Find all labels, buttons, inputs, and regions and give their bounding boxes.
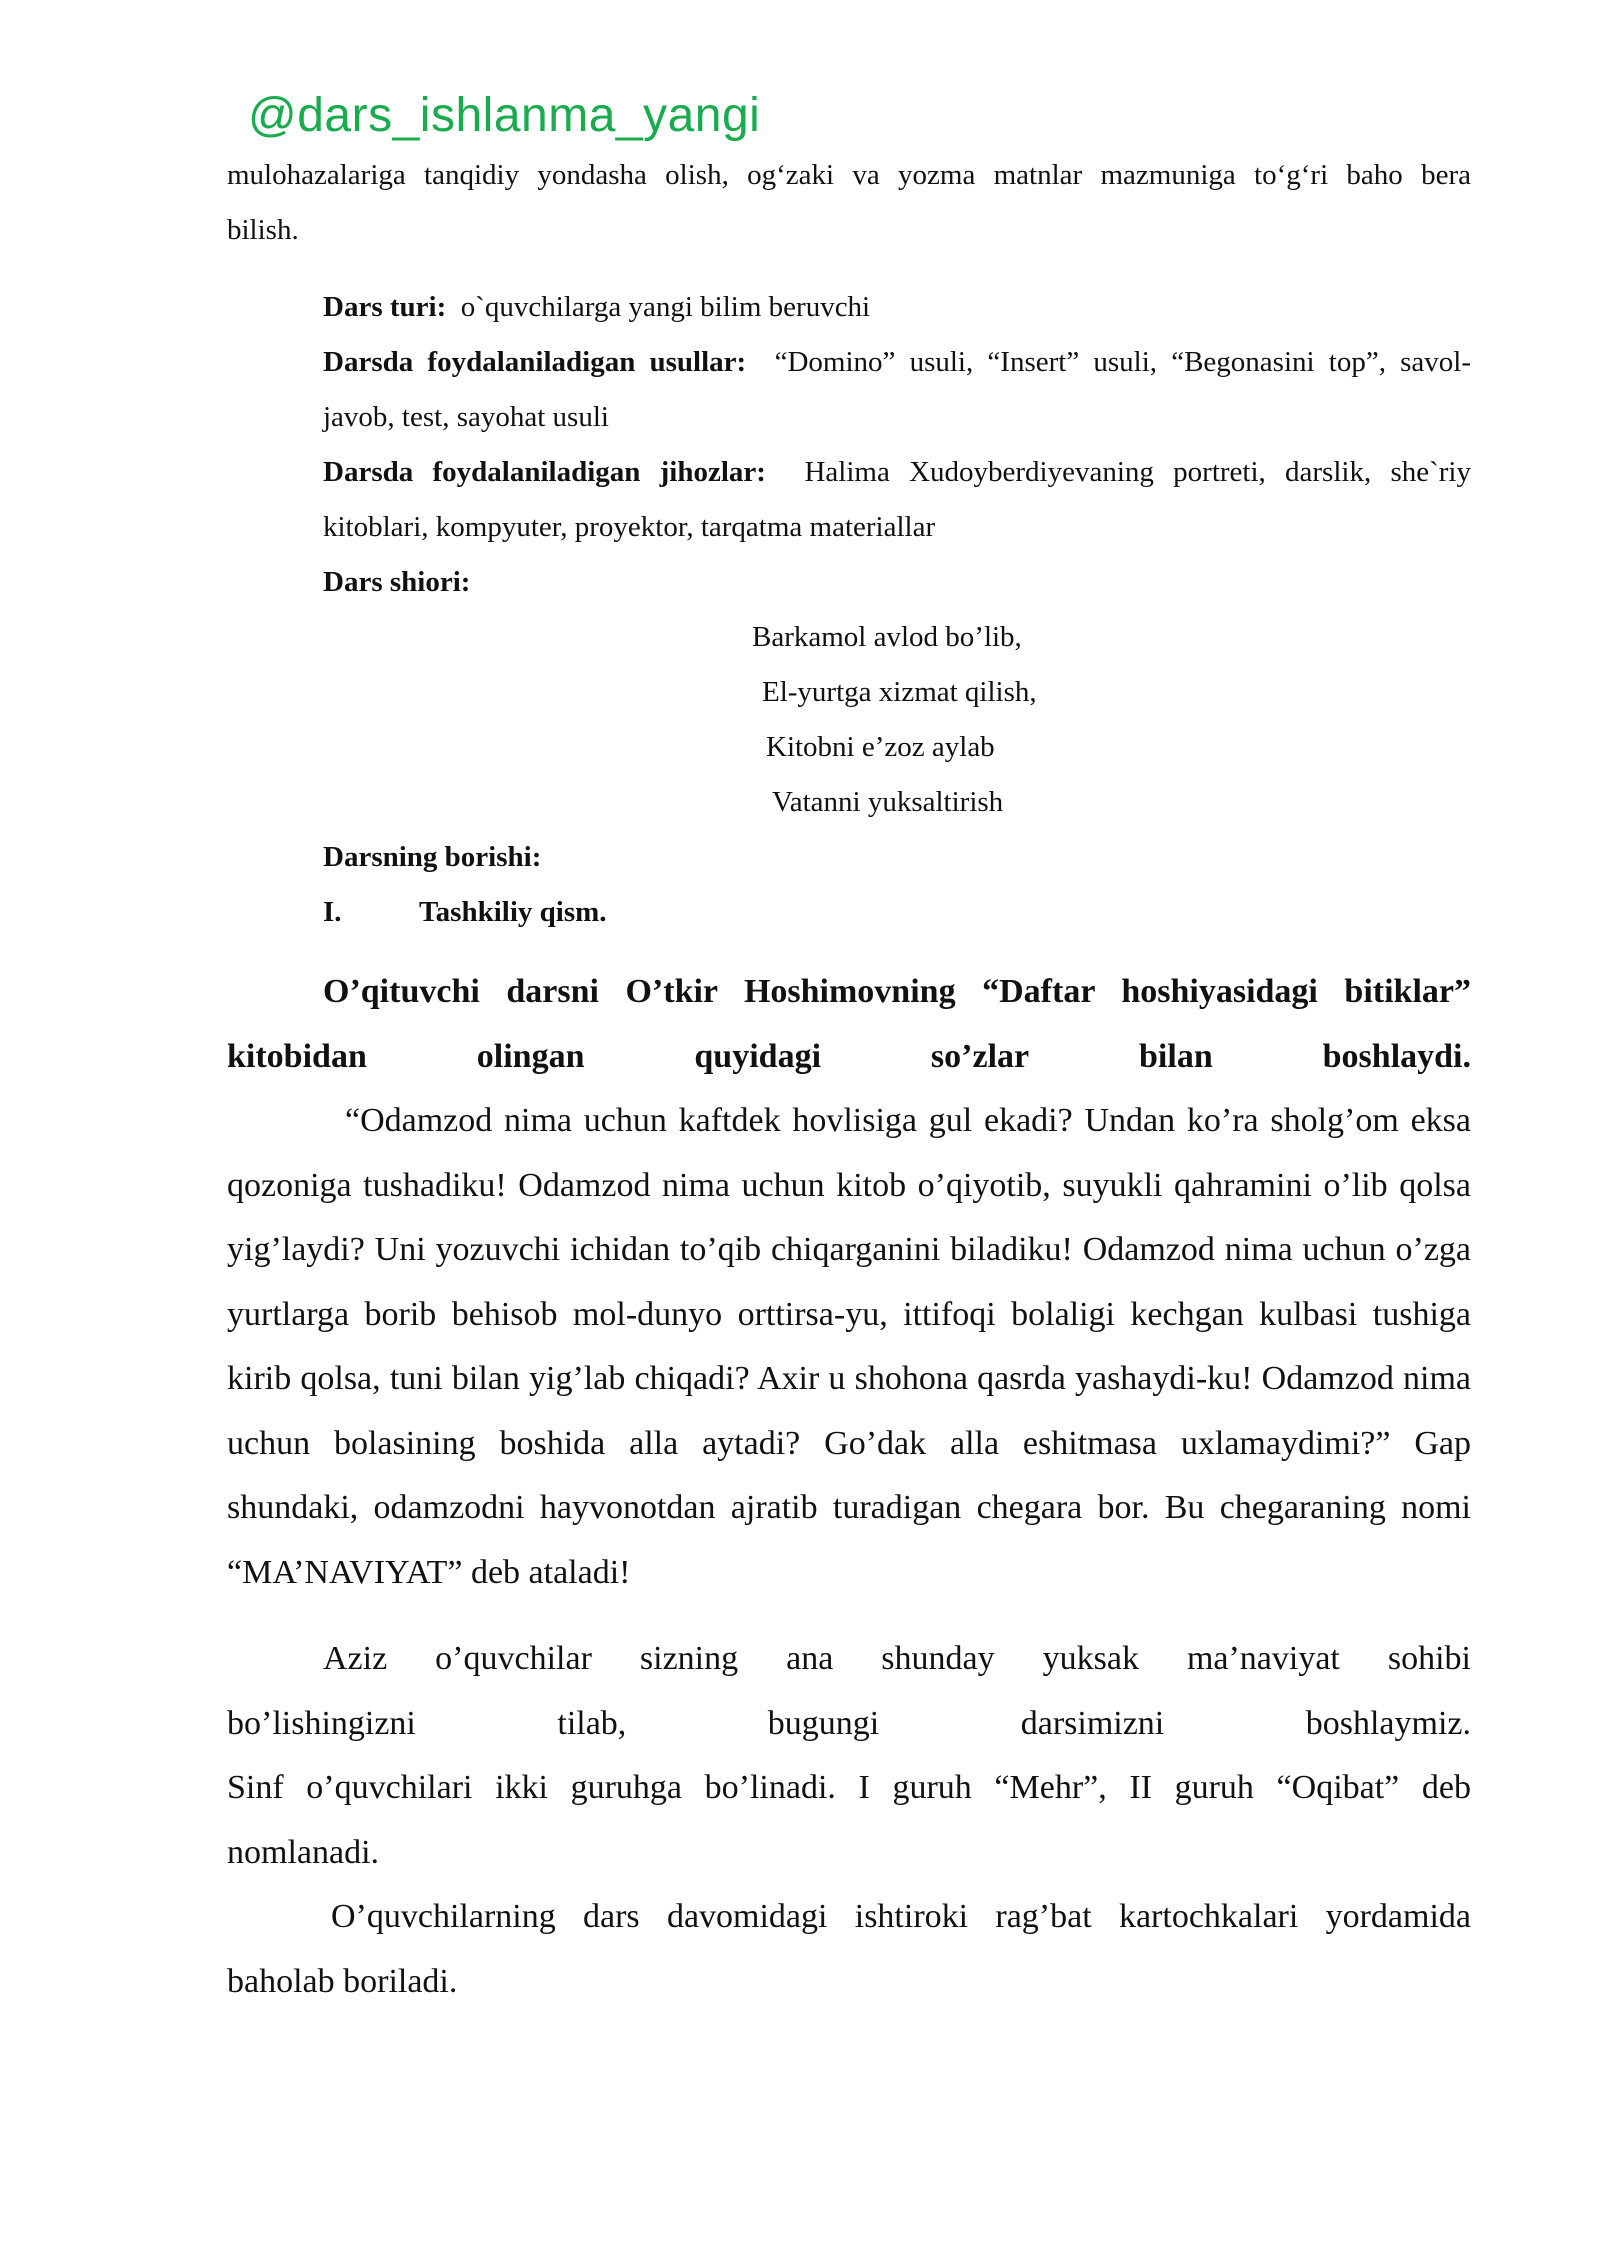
section-numeral: I. xyxy=(323,896,342,928)
word: olingan xyxy=(476,1037,585,1075)
lesson-methods xyxy=(323,335,1471,445)
intro-line-2: bilish. xyxy=(227,214,299,246)
quote-paragraph: “Odamzod nima uchun kaftdek hovlisiga gul ekadi? Undan ko’ra sholg’om eksa qozoniga tushadiku! Odamzod nima uchun kitob o’qiyotib, suyukli qahramini o’lib qolsa yig’laydi? Uni yozuvchi ichidan to’qib chiqarganini biladiku! Odamzod nima uchun o’zga yurtlarga borib behisob mol-dunyo orttirsa-yu, ittifoqi bolaligi kechgan kulbasi tushiga kirib qolsa, tuni bilan yig’lab chiqadi? Axir u shohona qasrda yashaydi-ku! Odamzod nima uchun bolasining boshida alla aytadi? Go’dak alla eshitmasa uxlamaydimi?” Gap shundaki, odamzodni hayvonotdan ajratib turadigan chegara bor. Bu chegaraning nomi “MA’NAVIYAT” deb ataladi! xyxy=(227,1102,1471,1591)
lesson-type-value: o`quvchilarga yangi bilim beruvchi xyxy=(460,291,871,323)
lesson-tools-value: Halima Xudoyberdiyevaning portreti, darslik, she`riy kitoblari, kompyuter, proyektor, tarqatma materiallar xyxy=(323,456,1471,543)
word: boshlaydi. xyxy=(1322,1037,1471,1075)
spacer xyxy=(227,940,1471,960)
motto-line: El-yurtga xizmat qilish, xyxy=(762,676,1037,708)
motto-line: Kitobni e’zoz aylab xyxy=(766,731,995,763)
section-heading xyxy=(323,885,1471,940)
aziz-line-2: bo’lishingizni tilab, bugungi darsimizni boshlaymiz. xyxy=(227,1704,1471,1742)
lesson-methods-label: Darsda foydalaniladigan usullar: xyxy=(323,346,747,378)
groups-paragraph: Sinf o’quvchilari ikki guruhga bo’linadi. I guruh “Mehr”, II guruh “Oqibat” deb nomlanadi. xyxy=(227,1769,1471,1871)
word: kitobidan xyxy=(227,1037,367,1075)
watermark: @dars_ishlanma_yangi xyxy=(248,89,761,142)
spacer xyxy=(227,258,1471,280)
teacher-intro-paragraph xyxy=(227,960,1471,1605)
lesson-type xyxy=(323,280,1471,335)
spacer xyxy=(227,1605,1471,1627)
lesson-motto-label: Dars shiori: xyxy=(323,566,471,598)
motto-poem xyxy=(752,610,1471,830)
teacher-intro-line-2 xyxy=(227,1025,1471,1090)
motto-line: Barkamol avlod bo’lib, xyxy=(752,621,1022,653)
motto-line: Vatanni yuksaltirish xyxy=(772,786,1004,818)
lesson-type-label: Dars turi: xyxy=(323,291,447,323)
lesson-tools xyxy=(323,445,1471,555)
word: so’zlar xyxy=(930,1037,1030,1075)
lesson-tools-label: Darsda foydalaniladigan jihozlar: xyxy=(323,456,766,488)
intro-line-1: mulohazalariga tanqidiy yondasha olish, og‘zaki va yozma matnlar mazmuniga to‘g‘ri baho bera xyxy=(227,159,1471,191)
closing-paragraphs xyxy=(227,1627,1471,2014)
word: bilan xyxy=(1139,1037,1213,1075)
progress-label: Darsning borishi: xyxy=(323,841,542,873)
lesson-meta xyxy=(227,280,1471,940)
teacher-intro-line-1: O’qituvchi darsni O’tkir Hoshimovning “Daftar hoshiyasidagi bitiklar” xyxy=(323,973,1471,1010)
aziz-line-1: Aziz o’quvchilar sizning ana shunday yuksak ma’naviyat sohibi xyxy=(323,1640,1471,1677)
document-body xyxy=(227,148,1471,2014)
word: quyidagi xyxy=(694,1037,822,1075)
section-title: Tashkiliy qism. xyxy=(419,896,607,928)
lesson-methods-value: “Domino” usuli, “Insert” usuli, “Begonasini top”, savol-javob, test, sayohat usuli xyxy=(323,346,1472,433)
grading-paragraph: O’quvchilarning dars davomidagi ishtiroki rag’bat kartochkalari yordamida baholab boriladi. xyxy=(227,1898,1471,2000)
